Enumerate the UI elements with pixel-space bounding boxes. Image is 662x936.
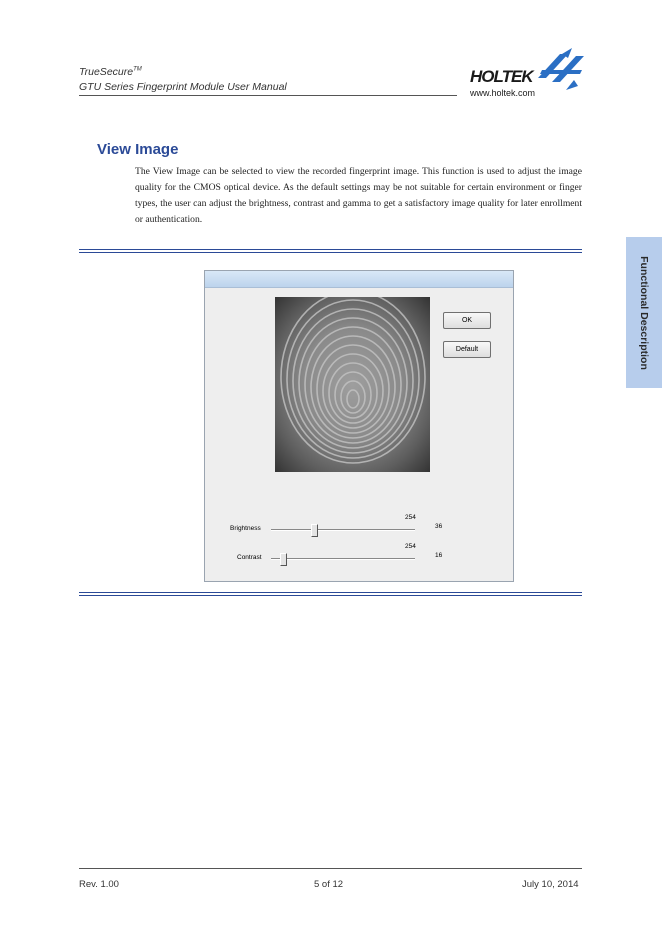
default-button[interactable]: Default: [443, 341, 491, 358]
contrast-label: Contrast: [237, 554, 262, 561]
side-tab-label: Functional Description: [638, 255, 650, 370]
footer-date: July 10, 2014: [522, 879, 579, 890]
logo-text: HOLTEK: [470, 67, 533, 86]
brightness-label: Brightness: [230, 525, 261, 532]
ok-button[interactable]: OK: [443, 312, 491, 329]
footer-rule: [79, 868, 582, 869]
section-paragraph: The View Image can be selected to view the recorded fingerprint image. This function is used to adjust the image quality for the CMOS optical device. As the default settings may be not suitable for certain environment or finger types, the user can adjust the brightness, contrast and gamma to get a satisfactory image quality for later enrollment or authentication.: [135, 166, 582, 225]
footer-page-number: 5 of 12: [314, 879, 344, 890]
contrast-max-label: 254: [405, 543, 416, 550]
dialog-title-bar[interactable]: [205, 271, 513, 288]
side-tab: [626, 237, 662, 388]
trademark: TM: [133, 66, 142, 73]
header-manual-title: GTU Series Fingerprint Module User Manual: [79, 81, 287, 93]
bottom-double-rule: [79, 592, 582, 596]
view-image-dialog: [204, 270, 514, 582]
header-product: TrueSecure™: [79, 66, 142, 78]
brightness-track[interactable]: [271, 529, 415, 531]
brightness-slider-thumb[interactable]: [311, 524, 318, 537]
top-double-rule: [79, 249, 582, 253]
holtek-logo: [468, 48, 586, 100]
fingerprint-image: [275, 297, 430, 472]
logo-url: www.holtek.com: [470, 88, 536, 98]
contrast-track[interactable]: [271, 558, 415, 560]
brightness-max-label: 254: [405, 514, 416, 521]
contrast-slider-thumb[interactable]: [280, 553, 287, 566]
header-rule: [79, 95, 457, 96]
contrast-value: 16: [435, 552, 443, 559]
footer-revision: Rev. 1.00: [79, 879, 119, 890]
fingerprint-icon: [275, 297, 430, 472]
section-title: View Image: [97, 141, 179, 158]
brightness-value: 36: [435, 523, 443, 530]
